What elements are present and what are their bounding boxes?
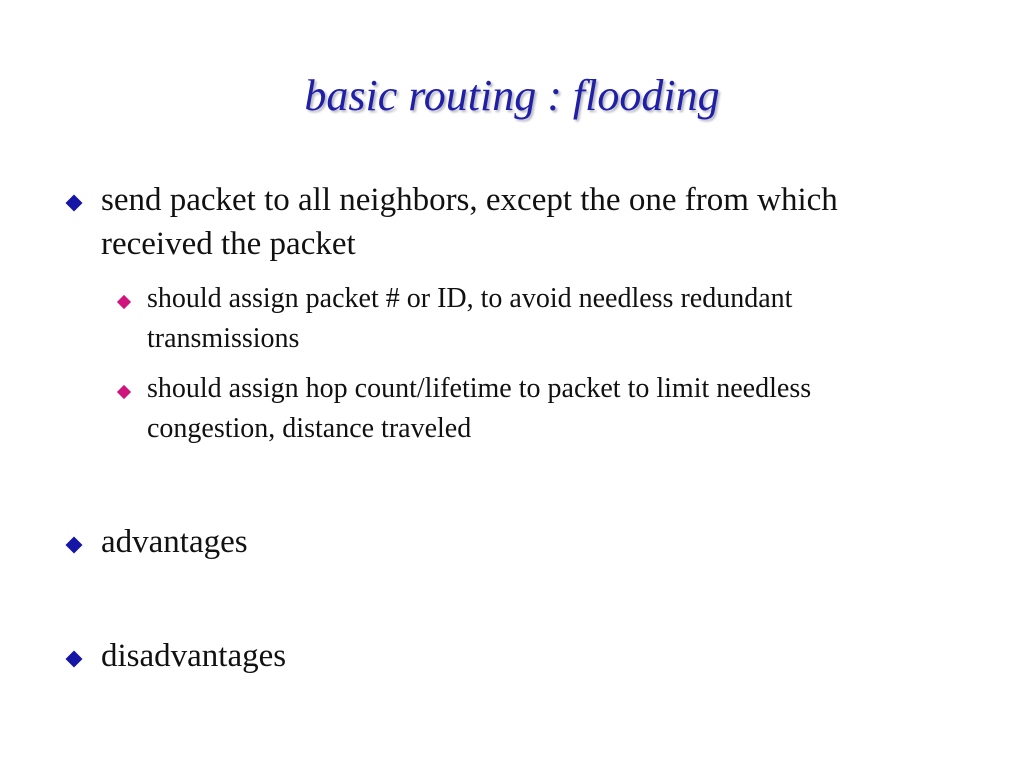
sub-bullet-text: should assign hop count/lifetime to packet to limit needless congestion, distance traveled xyxy=(147,373,812,444)
diamond-bullet-icon xyxy=(66,537,83,554)
diamond-bullet-icon xyxy=(66,195,83,212)
sub-bullet-item-hop-count xyxy=(0,373,937,449)
diamond-bullet-icon xyxy=(66,651,83,668)
sub-bullet-text: should assign packet # or ID, to avoid needless redundant transmissions xyxy=(147,283,793,354)
bullet-item-send-packet xyxy=(0,184,901,266)
slide-title: basic routing : flooding xyxy=(304,71,720,120)
diamond-bullet-icon xyxy=(117,295,131,309)
sub-bullet-item-packet-id xyxy=(0,283,937,359)
diamond-bullet-icon xyxy=(117,385,131,399)
bullet-text: send packet to all neighbors, except the one from which received the packet xyxy=(101,182,838,262)
bullet-text: advantages xyxy=(101,524,248,560)
bullet-item-disadvantages xyxy=(0,640,901,678)
bullet-item-advantages xyxy=(0,526,901,564)
bullet-text: disadvantages xyxy=(101,638,287,674)
